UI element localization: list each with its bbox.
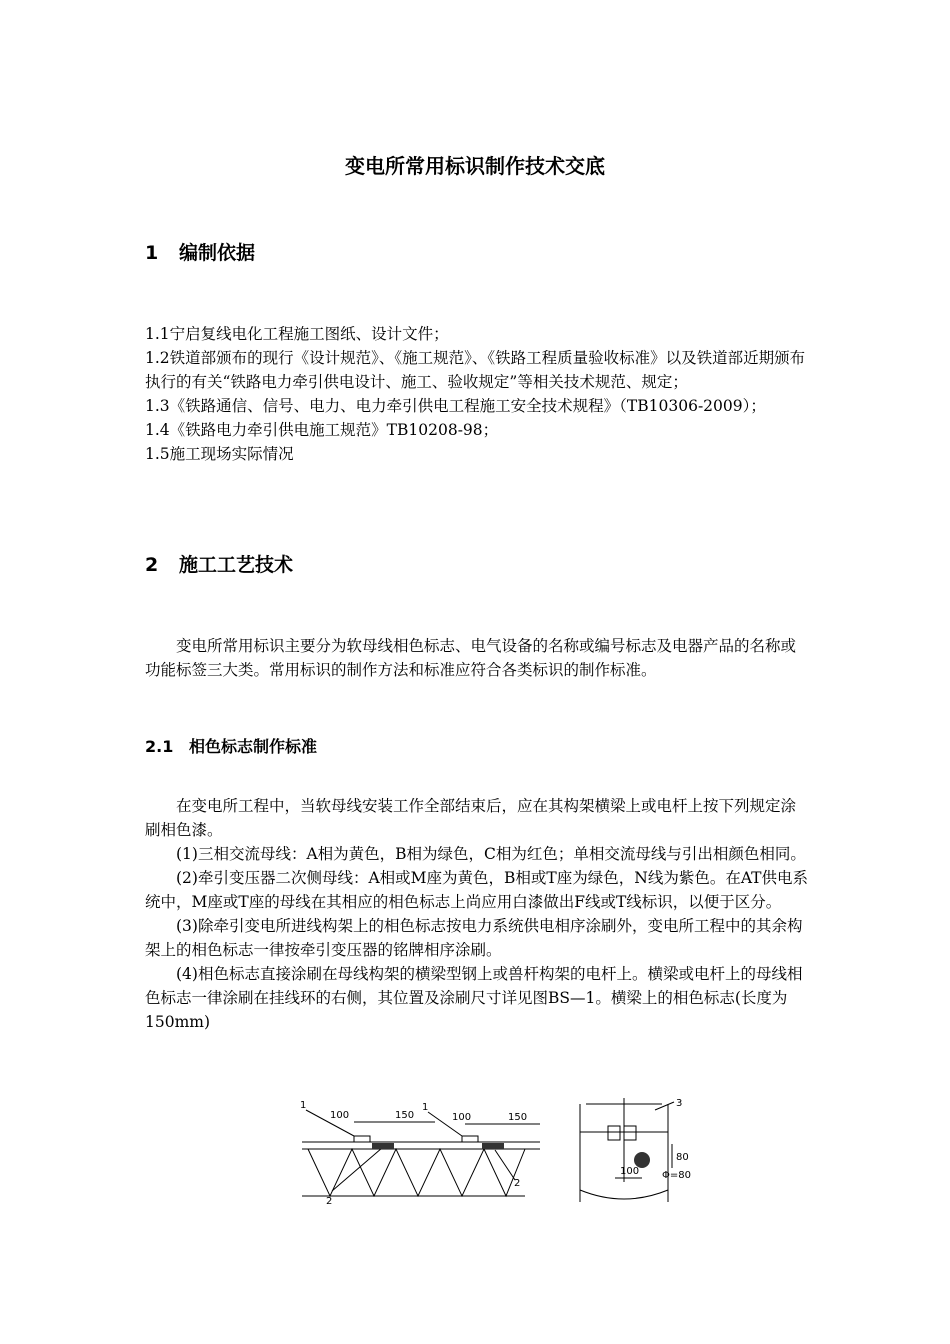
fig-label: 150	[395, 1110, 415, 1121]
reference-item: 1.4《铁路电力牵引供电施工规范》TB10208-98；	[145, 421, 499, 439]
reference-item: 1.3《铁路通信、信号、电力、电力牵引供电工程施工安全技术规程》（TB10306-2009）；	[145, 397, 766, 415]
figure-drawing	[290, 1098, 710, 1210]
phase-mark-right	[482, 1143, 504, 1149]
paragraph: (2)牵引变压器二次侧母线：A相或M座为黄色，B相或T座为绿色，N线为紫色。在AT供电系统中，M座或T座的母线在其相应的相色标志上尚应用白漆做出F线或T线标识，以便于区分。	[145, 869, 808, 911]
document-title: 变电所常用标识制作技术交底	[345, 154, 605, 178]
fig-label: 2	[326, 1196, 333, 1207]
section-2-body	[145, 634, 810, 682]
hanger-ring-a	[608, 1126, 620, 1140]
section-1-heading	[145, 238, 255, 265]
leader-2b	[495, 1150, 515, 1180]
reference-item: 1.1宁启复线电化工程施工图纸、设计文件；	[145, 325, 449, 343]
hanger-ring-b	[624, 1126, 636, 1140]
section-2-1-heading	[145, 734, 317, 757]
reference-item: 1.2铁道部颁布的现行《设计规范》、《施工规范》、《铁路工程质量验收标准》以及铁道部近期颁布执行的有关“铁路电力牵引供电设计、施工、验收规定”等相关技术规范、规定；	[145, 349, 806, 391]
fig-label: 100	[620, 1166, 640, 1177]
leader-3	[655, 1102, 674, 1110]
reference-item: 1.5施工现场实际情况	[145, 445, 294, 463]
section-title: 编制依据	[179, 242, 256, 264]
fig-label: 100	[330, 1110, 350, 1121]
paragraph: 变电所常用标识主要分为软母线相色标志、电气设备的名称或编号标志及电器产品的名称或功能标签三大类。常用标识的制作方法和标准应符合各类标识的制作标准。	[145, 637, 797, 679]
fig-label: Φ=80	[662, 1170, 691, 1181]
section-1-body	[145, 322, 810, 466]
fig-label: 1	[300, 1100, 307, 1111]
section-number: 1	[145, 242, 159, 264]
section-title: 相色标志制作标准	[189, 737, 318, 756]
fig-label: 1	[422, 1102, 429, 1113]
paragraph: (1)三相交流母线：A相为黄色，B相为绿色，C相为红色；单相交流母线与引出相颜色相同。	[176, 845, 806, 863]
pole-bottom-curve	[580, 1190, 668, 1199]
section-title: 施工工艺技术	[179, 554, 294, 576]
paragraph: (4)相色标志直接涂刷在母线构架的横梁型钢上或兽杆构架的电杆上。横梁或电杆上的母线相色标志一律涂刷在挂线环的右侧，其位置及涂刷尺寸详见图BS—1。横梁上的相色标志(长度为150mm)	[145, 965, 803, 1031]
phase-mark-left	[372, 1143, 394, 1149]
section-number: 2	[145, 554, 159, 576]
section-2-heading	[145, 550, 293, 577]
paragraph: (3)除牵引变电所进线构架上的相色标志按电力系统供电相序涂刷外，变电所工程中的其余构架上的相色标志一律按牵引变压器的铭牌相序涂刷。	[145, 917, 803, 959]
fig-label: 3	[676, 1098, 683, 1109]
fig-label: 80	[676, 1152, 689, 1163]
clamp-left	[354, 1136, 370, 1142]
fig-label: 150	[508, 1112, 528, 1123]
fig-label: 2	[514, 1178, 521, 1189]
leader-2a	[332, 1148, 382, 1191]
section-number: 2.1	[145, 737, 174, 756]
truss-web	[308, 1149, 525, 1196]
paragraph: 在变电所工程中，当软母线安装工作全部结束后，应在其构架横梁上或电杆上按下列规定涂刷相色漆。	[145, 797, 797, 839]
clamp-right	[462, 1136, 478, 1142]
section-2-1-body	[145, 794, 810, 1034]
fig-label: 100	[452, 1112, 472, 1123]
figure-bs-1	[290, 1098, 710, 1210]
